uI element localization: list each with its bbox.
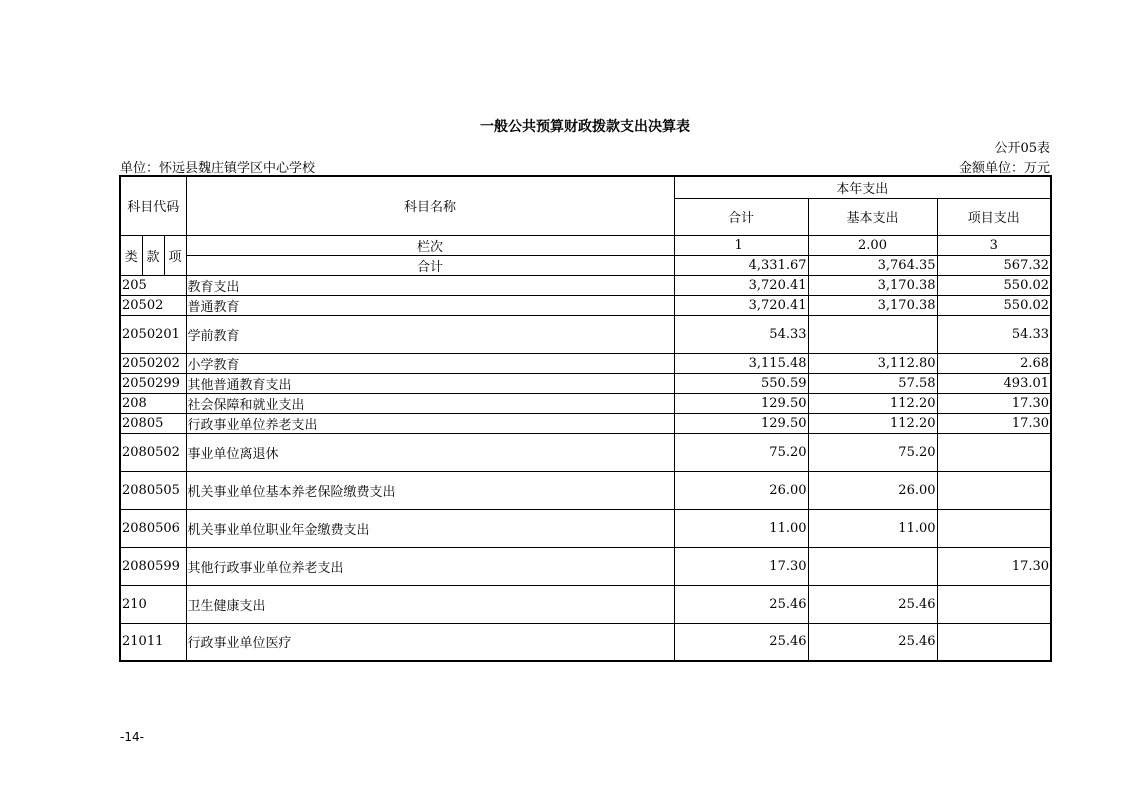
row-code: 208 bbox=[120, 393, 186, 413]
money-unit-label: 金额单位：万元 bbox=[958, 161, 1050, 176]
row-basic: 11.00 bbox=[808, 509, 937, 547]
row-basic: 75.20 bbox=[808, 433, 937, 471]
row-total: 129.50 bbox=[674, 393, 808, 413]
table-row bbox=[120, 471, 1051, 509]
header-kuan: 款 bbox=[142, 235, 164, 275]
header-name: 科目名称 bbox=[186, 176, 674, 235]
row-project bbox=[937, 585, 1051, 623]
row-total: 17.30 bbox=[674, 547, 808, 585]
row-code: 2050202 bbox=[120, 353, 186, 373]
row-code: 20502 bbox=[120, 295, 186, 315]
total-row-label: 合计 bbox=[186, 255, 674, 275]
table-row bbox=[120, 547, 1051, 585]
row-total: 550.59 bbox=[674, 373, 808, 393]
row-code: 2080599 bbox=[120, 547, 186, 585]
table-row bbox=[120, 315, 1051, 353]
header-lei: 类 bbox=[120, 235, 142, 275]
row-basic: 112.20 bbox=[808, 393, 937, 413]
total-row-basic: 3,764.35 bbox=[808, 255, 937, 275]
form-code: 公开05表 bbox=[994, 141, 1050, 156]
row-code: 2080506 bbox=[120, 509, 186, 547]
row-code: 2050299 bbox=[120, 373, 186, 393]
row-total: 3,115.48 bbox=[674, 353, 808, 373]
row-total: 54.33 bbox=[674, 315, 808, 353]
row-basic: 3,170.38 bbox=[808, 275, 937, 295]
table-title: 一般公共预算财政拨款支出决算表 bbox=[480, 119, 690, 135]
header-code: 科目代码 bbox=[120, 176, 186, 235]
row-name: 社会保障和就业支出 bbox=[186, 393, 674, 413]
row-project bbox=[937, 623, 1051, 661]
row-project: 17.30 bbox=[937, 547, 1051, 585]
row-name: 事业单位离退休 bbox=[186, 433, 674, 471]
row-name: 其他行政事业单位养老支出 bbox=[186, 547, 674, 585]
row-basic: 3,170.38 bbox=[808, 295, 937, 315]
table-row bbox=[120, 623, 1051, 661]
row-total: 75.20 bbox=[674, 433, 808, 471]
row-project: 54.33 bbox=[937, 315, 1051, 353]
column-label: 栏次 bbox=[186, 235, 674, 255]
row-name: 机关事业单位职业年金缴费支出 bbox=[186, 509, 674, 547]
table-row bbox=[120, 509, 1051, 547]
row-basic: 25.46 bbox=[808, 623, 937, 661]
row-project: 17.30 bbox=[937, 413, 1051, 433]
row-name: 行政事业单位养老支出 bbox=[186, 413, 674, 433]
row-basic bbox=[808, 547, 937, 585]
table-row bbox=[120, 433, 1051, 471]
row-project: 2.68 bbox=[937, 353, 1051, 373]
row-project: 550.02 bbox=[937, 295, 1051, 315]
row-name: 其他普通教育支出 bbox=[186, 373, 674, 393]
row-total: 11.00 bbox=[674, 509, 808, 547]
row-code: 2050201 bbox=[120, 315, 186, 353]
total-row-total: 4,331.67 bbox=[674, 255, 808, 275]
row-code: 210 bbox=[120, 585, 186, 623]
row-project: 550.02 bbox=[937, 275, 1051, 295]
row-code: 205 bbox=[120, 275, 186, 295]
row-code: 21011 bbox=[120, 623, 186, 661]
column-number-1: 1 bbox=[674, 235, 808, 255]
row-name: 教育支出 bbox=[186, 275, 674, 295]
row-project bbox=[937, 471, 1051, 509]
column-number-3: 3 bbox=[937, 235, 1051, 255]
header-project: 项目支出 bbox=[937, 198, 1051, 235]
row-basic bbox=[808, 315, 937, 353]
row-basic: 26.00 bbox=[808, 471, 937, 509]
row-code: 2080505 bbox=[120, 471, 186, 509]
row-project: 17.30 bbox=[937, 393, 1051, 413]
table-row bbox=[120, 585, 1051, 623]
row-project bbox=[937, 509, 1051, 547]
header-total: 合计 bbox=[674, 198, 808, 235]
row-total: 26.00 bbox=[674, 471, 808, 509]
total-row-project: 567.32 bbox=[937, 255, 1051, 275]
table-row bbox=[120, 413, 1051, 433]
row-total: 129.50 bbox=[674, 413, 808, 433]
row-total: 3,720.41 bbox=[674, 295, 808, 315]
table-row bbox=[120, 373, 1051, 393]
header-basic: 基本支出 bbox=[808, 198, 937, 235]
table-row bbox=[120, 353, 1051, 373]
row-basic: 3,112.80 bbox=[808, 353, 937, 373]
row-name: 卫生健康支出 bbox=[186, 585, 674, 623]
row-name: 行政事业单位医疗 bbox=[186, 623, 674, 661]
row-basic: 57.58 bbox=[808, 373, 937, 393]
row-basic: 25.46 bbox=[808, 585, 937, 623]
row-code: 20805 bbox=[120, 413, 186, 433]
row-project bbox=[937, 433, 1051, 471]
table-row bbox=[120, 275, 1051, 295]
row-total: 3,720.41 bbox=[674, 275, 808, 295]
page-number: -14- bbox=[120, 730, 144, 744]
row-project: 493.01 bbox=[937, 373, 1051, 393]
row-total: 25.46 bbox=[674, 585, 808, 623]
row-name: 小学教育 bbox=[186, 353, 674, 373]
row-name: 机关事业单位基本养老保险缴费支出 bbox=[186, 471, 674, 509]
row-code: 2080502 bbox=[120, 433, 186, 471]
table-row bbox=[120, 295, 1051, 315]
row-name: 普通教育 bbox=[186, 295, 674, 315]
table-row bbox=[120, 393, 1051, 413]
unit-label: 单位：怀远县魏庄镇学区中心学校 bbox=[120, 161, 316, 176]
header-year-spending: 本年支出 bbox=[674, 176, 1051, 198]
row-total: 25.46 bbox=[674, 623, 808, 661]
row-name: 学前教育 bbox=[186, 315, 674, 353]
row-basic: 112.20 bbox=[808, 413, 937, 433]
column-number-2: 2.00 bbox=[808, 235, 937, 255]
header-xiang: 项 bbox=[164, 235, 186, 275]
expenditure-table bbox=[119, 175, 1052, 662]
